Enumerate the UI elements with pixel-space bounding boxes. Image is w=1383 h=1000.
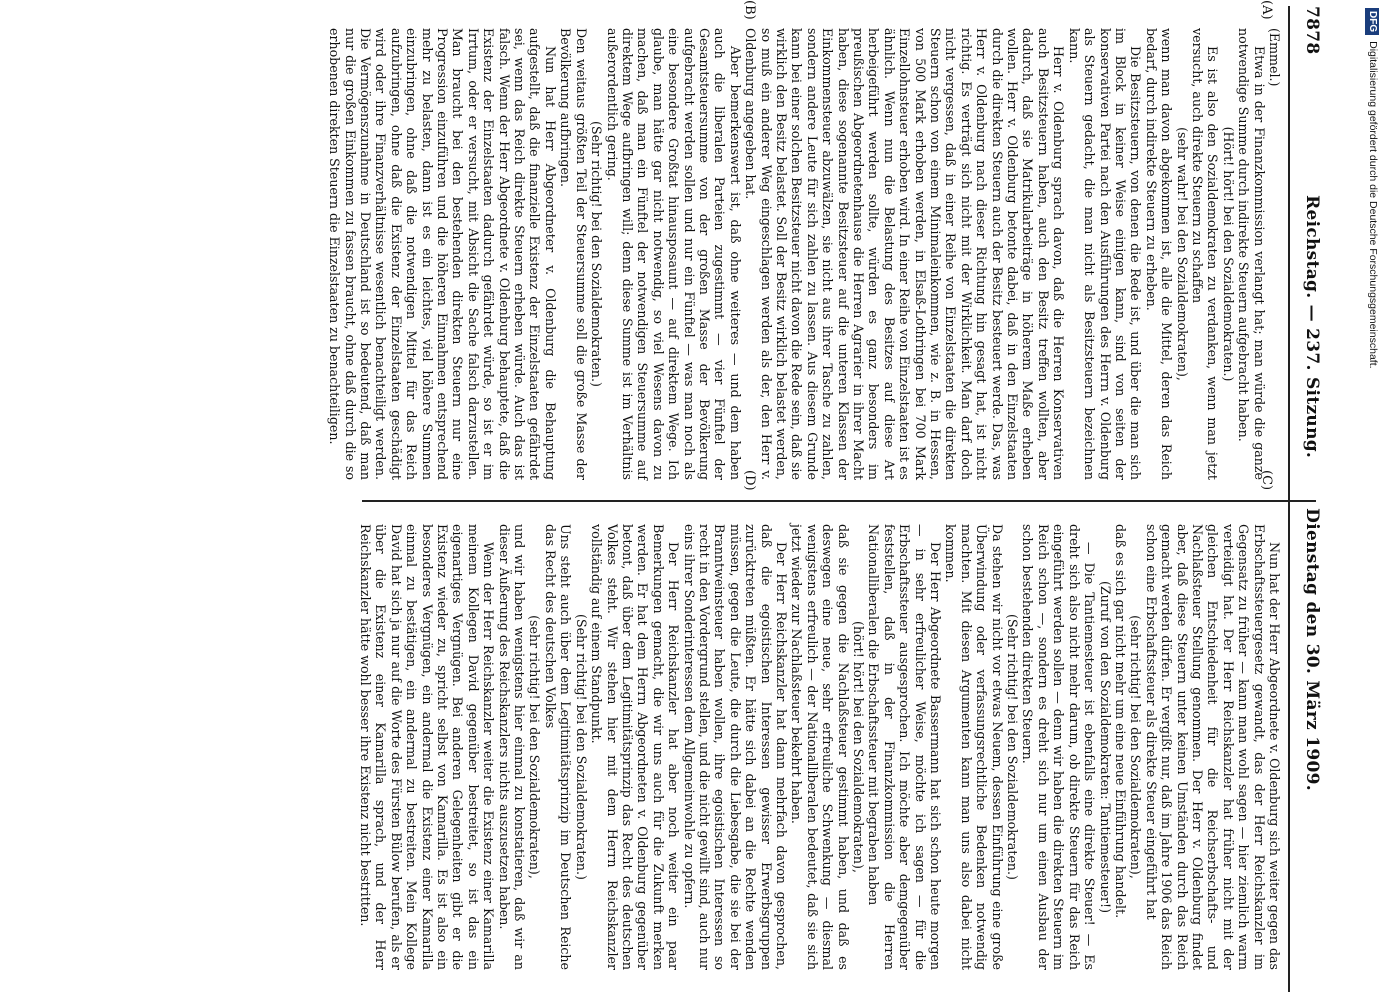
interjection: (Sehr richtig! bei den Sozialdemokraten.): [589, 121, 605, 387]
paragraph: Herr v. Oldenburg sprach davon, daß die Herren Konservativen auch Besitzsteuern haben, auch den Besitz treffen wollten, aber dadurch, daß sie Matrikularbeiträge in höherem Maße erheben wollen. Herr v. Oldenburg betonte dabei, daß in den Einzelstaaten durch die direkten Steuern auch der Besitz besteuert werde. Das, was Herr v. Oldenburg nach dieser Richtung hin gesagt hat, ist nicht richtig. Es verträgt sich nicht mit der Wirklichkeit. Man darf doch nicht vergessen, daß in einer Reihe von Einzelstaaten die direkten Steuern schon von einem Minimaleinkommen, wie z. B. in Hessen, von 500 Mark erhoben werden, in Elsaß-Lothringen bei 700 Mark Einzellohnsteuer erhoben wird. In einer Reihe von Einzelstaaten ist es ähnlich. Wenn nun die Belastung des Besitzes auf diese Art herbeigeführt werden sollte, würden es ganz besonders im preußischen Abgeordnetenhause die Herren Agrarier in ihrer Macht haben, diese sogenannte Besitzsteuer auf die unteren Klassen der Einkommensteuer abzuwälzen, sie nicht aus ihrer Tasche zu zahlen, sondern andere Leute für sich zahlen zu lassen. Aus diesem Grunde kann bei einer solchen Besitzsteuer nicht davon die Rede sein, daß sie wirklich den Besitz belastet. Soll der Besitz wirklich belastet werden, so muß ein anderer Weg eingeschlagen werden als der, den Herr v. Oldenburg angegeben hat.: [743, 28, 1067, 480]
interjection: (Sehr richtig! bei den Sozialdemokraten.): [573, 614, 589, 880]
paragraph: (Emmel.): [1267, 28, 1282, 87]
margin-mark-a: (A): [1259, 0, 1274, 20]
margin-mark-d: (D): [742, 470, 757, 491]
paragraph: daß sie gegen die Nachlaßsteuer gestimmt haben, und daß es deswegen eine neue, sehr erfreuliche Schwenkung — diesmal wenigstens erfreulich — der Nationalliberalen bedeutet, daß sie sich jetzt wieder zur Nachlaßsteuer bekehrt haben.: [789, 524, 851, 970]
running-head-right: [1302, 488, 1322, 990]
interjection: (sehr richtig! bei den Sozialdemokraten),: [1128, 615, 1144, 879]
margin-mark-b: (B): [742, 0, 757, 20]
interjection: (Hört! hört! bei den Sozialdemokraten.): [1220, 126, 1236, 382]
paragraph: Der Herr Reichskanzler hat dann mehrfach davon gesprochen, daß die egoistischen Interessen gewisser Erwerbsgruppen zurücktreten müßten. Er hätte sich dabei an die Rechte wenden müssen, gegen die Leute, die durch die Liebesgabe, die sie bei der Branntweinsteuer haben wollen, ihre egoistischen Interessen so recht in den Vordergrund stellen, und die nicht gewillt sind, auch nur eins ihrer Sonderinteressen dem Allgemeinwohle zu opfern.: [681, 524, 789, 970]
dfg-logo-icon: DFG: [1365, 8, 1379, 35]
rotated-newspaper-page: [68, 0, 1328, 1000]
margin-mark-c: (C): [1259, 470, 1274, 491]
right-running-title: Dienstag den 30. März 1909.: [1302, 508, 1322, 791]
paragraph: Es ist also den Sozialdemokraten zu verdanken, wenn man jetzt versucht, auch direkte Steuern zu schaffen: [1189, 28, 1221, 480]
credit-text: Digitalisierung gefördert durch die Deutsche Forschungsgemeinschaft.: [1367, 41, 1379, 369]
paragraph: Die Besitzsteuern, von denen die Rede ist, und über die man sich im Block in keiner Weise einigen kann, sind von seiten der konservativen Partei nach den Ausführungen des Herrn v. Oldenburg als Steuern gedacht, die man nicht als Besitzsteuern bezeichnen kann.: [1066, 28, 1144, 480]
paragraph: und wir haben wenigstens hier einmal zu konstatieren, daß wir an dieser Äußerung des Reichskanzlers nichts auszusetzen haben.: [496, 524, 528, 970]
paragraph: Aber bemerkenswert ist, daß ohne weiteres — und dem haben auch die liberalen Parteien zugestimmt — vier Fünftel der Gesamtsteuersumme von der großen Masse der Bevölkerung aufgebracht werden sollen und nur ein Fünftel — was man noch als eine besondere Großtat hinausposaunt — auf direktem Wege. Ich glaube, man hätte gar nicht notwendig, so viel Wesens davon zu machen, daß man ein Fünftel der notwendigen Steuersumme auf direktem Wege aufbringen will; denn diese Summe ist im Verhältnis außerordentlich gering.: [604, 28, 743, 480]
paragraph: Da stehen wir nicht vor etwas Neuem, dessen Einführung eine große Überwindung oder verfassungsrechtliche Bedenken notwendig machten. Mit diesen Argumenten kann man uns also dabei nicht kommen.: [943, 524, 1005, 970]
left-column: [327, 0, 1282, 500]
paragraph: Etwa in der Finanzkommission verlangt hat; man würde die ganze notwendige Summe durch indirekte Steuern aufgebracht haben.: [1236, 28, 1267, 480]
interjection: (sehr richtig! bei den Sozialdemokraten),: [527, 615, 543, 879]
text-columns: [327, 0, 1282, 1000]
paragraph: daß es sich gar nicht mehr um eine neue Einführung handelt.: [1112, 524, 1128, 919]
digitization-credit: [1365, 8, 1381, 988]
interjection: (Sehr richtig! bei den Sozialdemokraten.): [1005, 614, 1021, 880]
paragraph: Nun hat Herr Abgeordneter v. Oldenburg die Behauptung aufgestellt, daß die finanzielle Existenz der Einzelstaaten gefährdet sei, wenn das Reich direkte Steuern erheben würde. Auch das ist falsch. Wenn der Herr Abgeordnete v. Oldenburg behauptete, daß die Existenz der Einzelstaaten dadurch gefährdet würde, so ist er im Irrtum, oder er versucht, mit Absicht die Sache falsch darzustellen. Man braucht bei den bestehenden direkten Steuern nur eine Progression einzuführen und die höheren Einnahmen entsprechend mehr zu belasten, dann ist es ein leichtes, viel höhere Summen einzubringen, ohne daß die notwendigen Mittel für das Reich aufzubringen, ohne daß die Existenz der Einzelstaaten geschädigt wird oder ihre Finanzverhältnisse wesentlich benachteiligt werden. Die Vermögenszunahme in Deutschland ist so bedeutend, daß man nur die großen Einkommen zu fassen braucht, ohne daß durch die so erhobenen direkten Steuern die Einzelstaaten zu benachteiligen.: [327, 28, 558, 480]
paragraph: Wenn der Herr Reichskanzler weiter die Existenz einer Kamarilla meinem Kollegen David gegenüber bestreitet, so ist das ein eigenartiges Vergnügen. Bei anderen Gelegenheiten gibt er die Existenz wieder zu, spricht selbst von Kamarilla. Es ist also ein besonderes Vergnügen, ein andermal die Existenz einer Kamarilla einmal zu bestätigen, ein andermal zu bestreiten. Mein Kollege David hat sich ja nur auf die Worte des Fürsten Bülow berufen, als er über die Existenz einer Kamarilla sprach, und der Herr Reichskanzler hätte wohl besser ihre Existenz nicht bestritten.: [358, 524, 497, 970]
page-number: 7878: [1302, 6, 1322, 55]
left-running-title: Reichstag. — 237. Sitzung.: [1302, 195, 1322, 459]
header-rule: [1288, 6, 1290, 992]
running-head-left: [1302, 6, 1322, 488]
paragraph: — Die Tantiemesteuer ist ebenfalls eine direkte Steuer! — Es dreht sich also nicht mehr darum, ob direkte Steuern für das Reich eingeführt werden sollen — denn wir haben die direkten Steuern im Reich schon —, sondern es dreht sich nur um einen Ausbau der schon bestehenden direkten Steuern.: [1020, 524, 1098, 970]
paragraph: Den weitaus größten Teil der Steuersumme soll die große Masse der Bevölkerung aufbringen.: [558, 28, 589, 480]
interjection: (Zuruf von den Sozialdemokraten: Tantiemesteuer!): [1097, 581, 1113, 913]
paragraph: Der Herr Abgeordnete Bassermann hat sich schon heute morgen — in sehr erfreulicher Weise, möchte ich sagen — für die Erbschaftssteuer ausgesprochen. Ich möchte aber demgegenüber feststellen, daß in der Finanzkommission die Herren Nationalliberalen die Erbschaftssteuer mit begraben haben: [866, 524, 944, 970]
paragraph: wenn man davon abgekommen ist, alle die Mittel, deren das Reich bedarf, durch indirekte Steuern zu erheben.: [1143, 28, 1175, 480]
interjection: (hört! hört! bei den Sozialdemokraten),: [851, 621, 867, 873]
paragraph: Uns steht auch über dem Legitimitätsprinzip im Deutschen Reiche das Recht des deutschen Volkes: [542, 524, 574, 970]
right-column: [358, 500, 1282, 1000]
paragraph: Der Herr Reichskanzler hat aber noch weiter ein paar Bemerkungen gemacht, die wir uns auch für die Zukunft merken werden. Er hat dem Herrn Abgeordneten v. Oldenburg gegenüber betont, daß über dem Legitimitätsprinzip das Recht des deutschen Volkes steht. Wir stehen hier mit dem Herrn Reichskanzler vollständig auf einem Standpunkt.: [589, 524, 682, 970]
paragraph: Nun hat der Herr Abgeordnete v. Oldenburg sich weiter gegen das Erbschaftssteuergesetz gewandt, das der Herr Reichskanzler im Gegensatz zu früher — kann man wohl sagen — hier ziemlich warm verteidigt hat. Der Herr Reichskanzler hat früher nicht mit der gleichen Entschiedenheit für die Reichserbschafts- und Nachlaßsteuer Stellung genommen. Der Herr v. Oldenburg findet aber, daß diese Steuern unter keinen Umständen durch das Reich gemacht werden dürfen. Er vergißt nur, daß im Jahre 1906 das Reich schon eine Erbschaftssteuer als direkte Steuer eingeführt hat: [1143, 524, 1282, 970]
interjection: (sehr wahr! bei den Sozialdemokraten),: [1174, 127, 1190, 381]
